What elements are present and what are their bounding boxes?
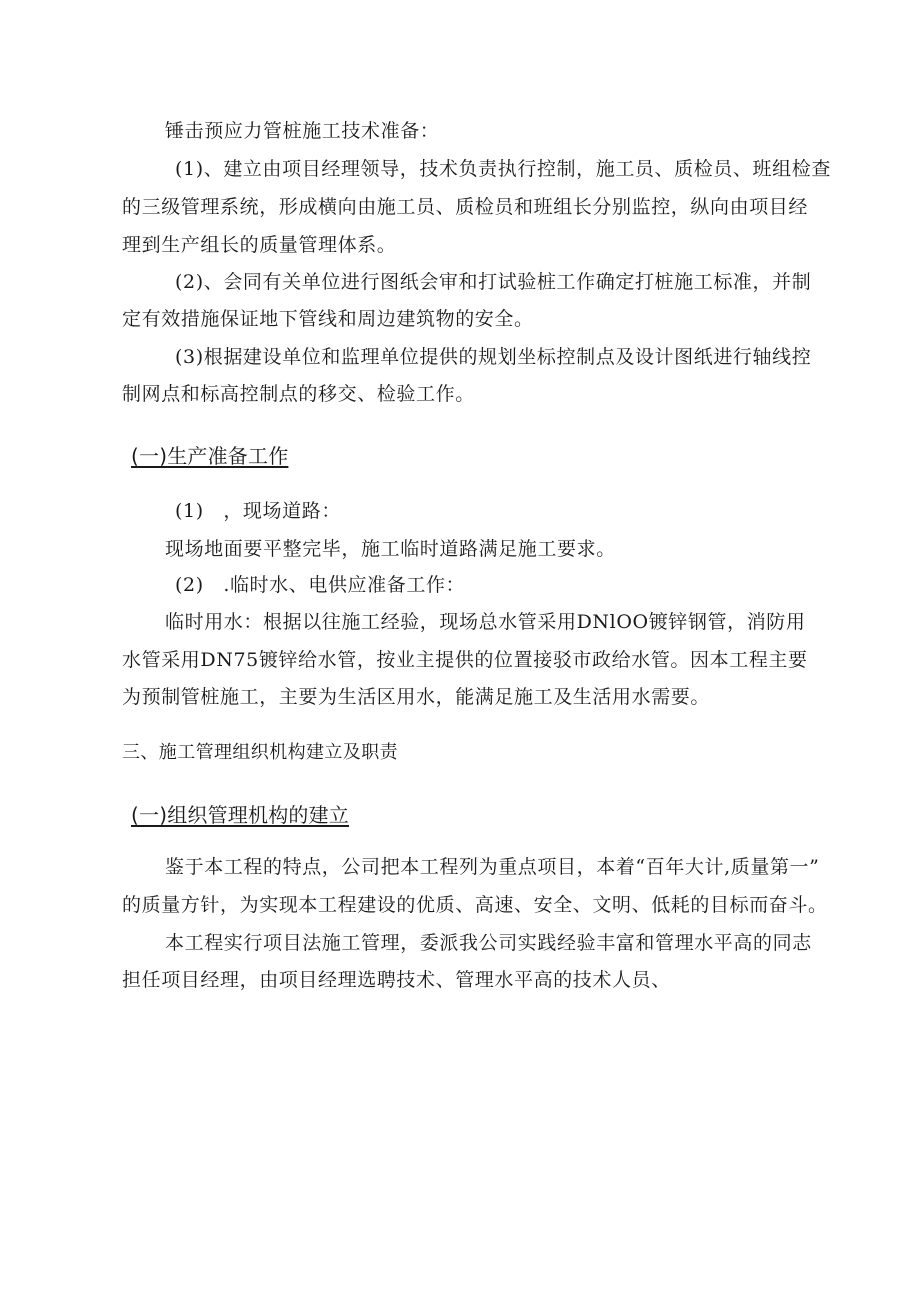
road-label: (1) ，现场道路： (175, 500, 341, 522)
item3-line2: 制网点和标高控制点的移交、检验工作。 (122, 383, 475, 405)
water-line3: 为预制管桩施工，主要为生活区用水，能满足施工及生活用水需要。 (122, 686, 711, 708)
policy-line2: 的质量方针，为实现本工程建设的优质、高速、安全、文明、低耗的目标而奋斗。 (122, 894, 828, 916)
water-line2: 水管采用DN75镀锌给水管，按业主提供的位置接驳市政给水管。因本工程主要 (122, 649, 808, 671)
heading-production-preparation: (一)生产准备工作 (131, 444, 289, 468)
manager-line2: 担任项目经理，由项目经理选聘技术、管理水平高的技术人员、 (122, 969, 671, 991)
item1-line2: 的三级管理系统，形成横向由施工员、质检员和班组长分别监控，纵向由项目经 (122, 196, 809, 218)
water-line1: 临时用水：根据以往施工经验，现场总水管采用DNlOO镀锌钢管，消防用 (165, 611, 806, 633)
item1-line3: 理到生产组长的质量管理体系。 (122, 234, 397, 256)
road-text: 现场地面要平整完毕，施工临时道路满足施工要求。 (165, 538, 616, 560)
heading-organization-setup: (一)组织管理机构的建立 (131, 803, 350, 827)
manager-line1: 本工程实行项目法施工管理，委派我公司实践经验丰富和管理水平高的同志 (165, 932, 812, 954)
section-three-title: 三、施工管理组织机构建立及职责 (122, 742, 398, 763)
policy-line1: 鉴于本工程的特点，公司把本工程列为重点项目，本着“百年大计,质量第一” (165, 856, 820, 878)
item1-line1: (1)、建立由项目经理领导，技术负责执行控制，施工员、质检员、班组检查 (175, 158, 831, 180)
item3-line1: (3)根据建设单位和监理单位提供的规划坐标控制点及设计图纸进行轴线控 (175, 346, 812, 368)
water-label: (2) .临时水、电供应准备工作： (175, 574, 466, 596)
item2-line2: 定有效措施保证地下管线和周边建筑物的安全。 (122, 308, 534, 330)
item2-line1: (2)、会同有关单位进行图纸会审和打试验桩工作确定打桩施工标准，并制 (175, 271, 812, 293)
intro-title: 锤击预应力管桩施工技术准备： (165, 120, 440, 142)
